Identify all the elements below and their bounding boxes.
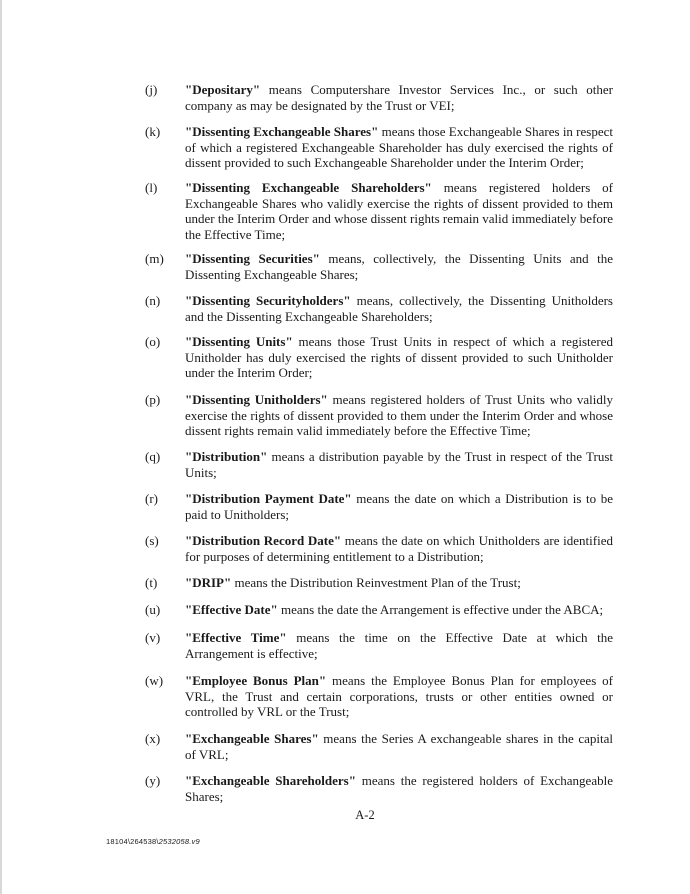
- definition-term: "Distribution Payment Date": [185, 491, 352, 506]
- definition-letter: (m): [145, 251, 164, 266]
- definition-body: [185, 251, 613, 282]
- definition-text: means registered holders of Exchangeable Shares who validly exercise the rights of dissent provided to them under the Interim Order and whose dissent rights remain valid immediately before the Effective Time;: [185, 180, 613, 242]
- definition-term: "Distribution Record Date": [185, 533, 342, 548]
- definition-term: "Dissenting Units": [185, 334, 293, 349]
- definition-body: [185, 293, 613, 324]
- definition-term: "Effective Date": [185, 602, 278, 617]
- definition-letter: (t): [145, 575, 158, 590]
- definition-letter: (u): [145, 602, 161, 617]
- definition-text: means the Distribution Reinvestment Plan of the Trust;: [231, 575, 521, 590]
- definition-body: [185, 630, 613, 661]
- definition-term: "DRIP": [185, 575, 232, 590]
- definition-body: [185, 180, 613, 242]
- document-reference-prefix: 18104\264538\: [106, 837, 159, 846]
- definition-text: means the date on which a Distribution is to be paid to Unitholders;: [185, 491, 613, 522]
- definition-text: means the Series A exchangeable shares in the capital of VRL;: [185, 731, 613, 762]
- definition-body: [185, 392, 613, 439]
- definition-body: [185, 602, 613, 618]
- definition-body: [185, 124, 613, 171]
- definition-text: means the date the Arrangement is effective under the ABCA;: [277, 602, 604, 617]
- definition-text: means Computershare Investor Services Inc., or such other company as may be designated by the Trust or VEI;: [185, 82, 613, 113]
- definition-term: "Employee Bonus Plan": [185, 673, 327, 688]
- page-number: A-2: [355, 808, 375, 822]
- definition-body: [185, 491, 613, 522]
- definition-text: means, collectively, the Dissenting Units and the Dissenting Exchangeable Shares;: [185, 251, 613, 282]
- definition-body: [185, 449, 613, 480]
- definition-text: means the Employee Bonus Plan for employees of VRL, the Trust and certain corporations, trusts or other entities owned or controlled by VRL or the Trust;: [185, 673, 613, 720]
- definition-term: "Effective Time": [185, 630, 287, 645]
- definition-body: [185, 533, 613, 564]
- definition-letter: (y): [145, 773, 161, 788]
- definition-text: means registered holders of Trust Units who validly exercise the rights of dissent provided to them under the Interim Order and whose dissent rights remain valid immediately before the Effective Time;: [185, 392, 613, 439]
- definition-letter: (j): [145, 82, 158, 97]
- definition-text: means a distribution payable by the Trust in respect of the Trust Units;: [185, 449, 613, 480]
- definition-term: "Dissenting Securities": [185, 251, 320, 266]
- definition-letter: (o): [145, 334, 161, 349]
- definition-text: means the time on the Effective Date at which the Arrangement is effective;: [185, 630, 613, 661]
- definition-body: [185, 673, 613, 720]
- definition-text: means the registered holders of Exchangeable Shares;: [185, 773, 613, 804]
- definition-letter: (w): [145, 673, 164, 688]
- scan-edge: [0, 0, 2, 894]
- definition-letter: (q): [145, 449, 161, 464]
- definition-letter: (l): [145, 180, 158, 195]
- definition-body: [185, 773, 613, 804]
- definition-term: "Exchangeable Shares": [185, 731, 319, 746]
- definition-term: "Dissenting Securityholders": [185, 293, 351, 308]
- definition-body: [185, 82, 613, 113]
- definition-letter: (k): [145, 124, 161, 139]
- definition-term: "Dissenting Unitholders": [185, 392, 328, 407]
- definition-letter: (s): [145, 533, 159, 548]
- definition-term: "Depositary": [185, 82, 261, 97]
- definition-term: "Distribution": [185, 449, 268, 464]
- definition-letter: (v): [145, 630, 161, 645]
- definition-text: means, collectively, the Dissenting Unitholders and the Dissenting Exchangeable Shareholders;: [185, 293, 613, 324]
- definition-text: means those Exchangeable Shares in respect of which a registered Exchangeable Shareholder has duly exercised the rights of dissent provided to such Exchangeable Shareholder under the Interim Order;: [185, 124, 613, 171]
- definition-term: "Dissenting Exchangeable Shares": [185, 124, 379, 139]
- definition-term: "Dissenting Exchangeable Shareholders": [185, 180, 432, 195]
- definition-text: means those Trust Units in respect of which a registered Unitholder has duly exercised the rights of dissent provided to such Unitholder under the Interim Order;: [185, 334, 613, 381]
- document-reference: [106, 837, 200, 846]
- definition-text: means the date on which Unitholders are identified for purposes of determining entitlement to a Distribution;: [185, 533, 613, 564]
- document-reference-suffix: 2532058.v9: [158, 837, 200, 846]
- definition-letter: (p): [145, 392, 161, 407]
- definition-body: [185, 731, 613, 762]
- definition-body: [185, 575, 613, 591]
- definition-letter: (r): [145, 491, 158, 506]
- definition-term: "Exchangeable Shareholders": [185, 773, 356, 788]
- definition-letter: (n): [145, 293, 161, 308]
- definition-body: [185, 334, 613, 381]
- definition-letter: (x): [145, 731, 161, 746]
